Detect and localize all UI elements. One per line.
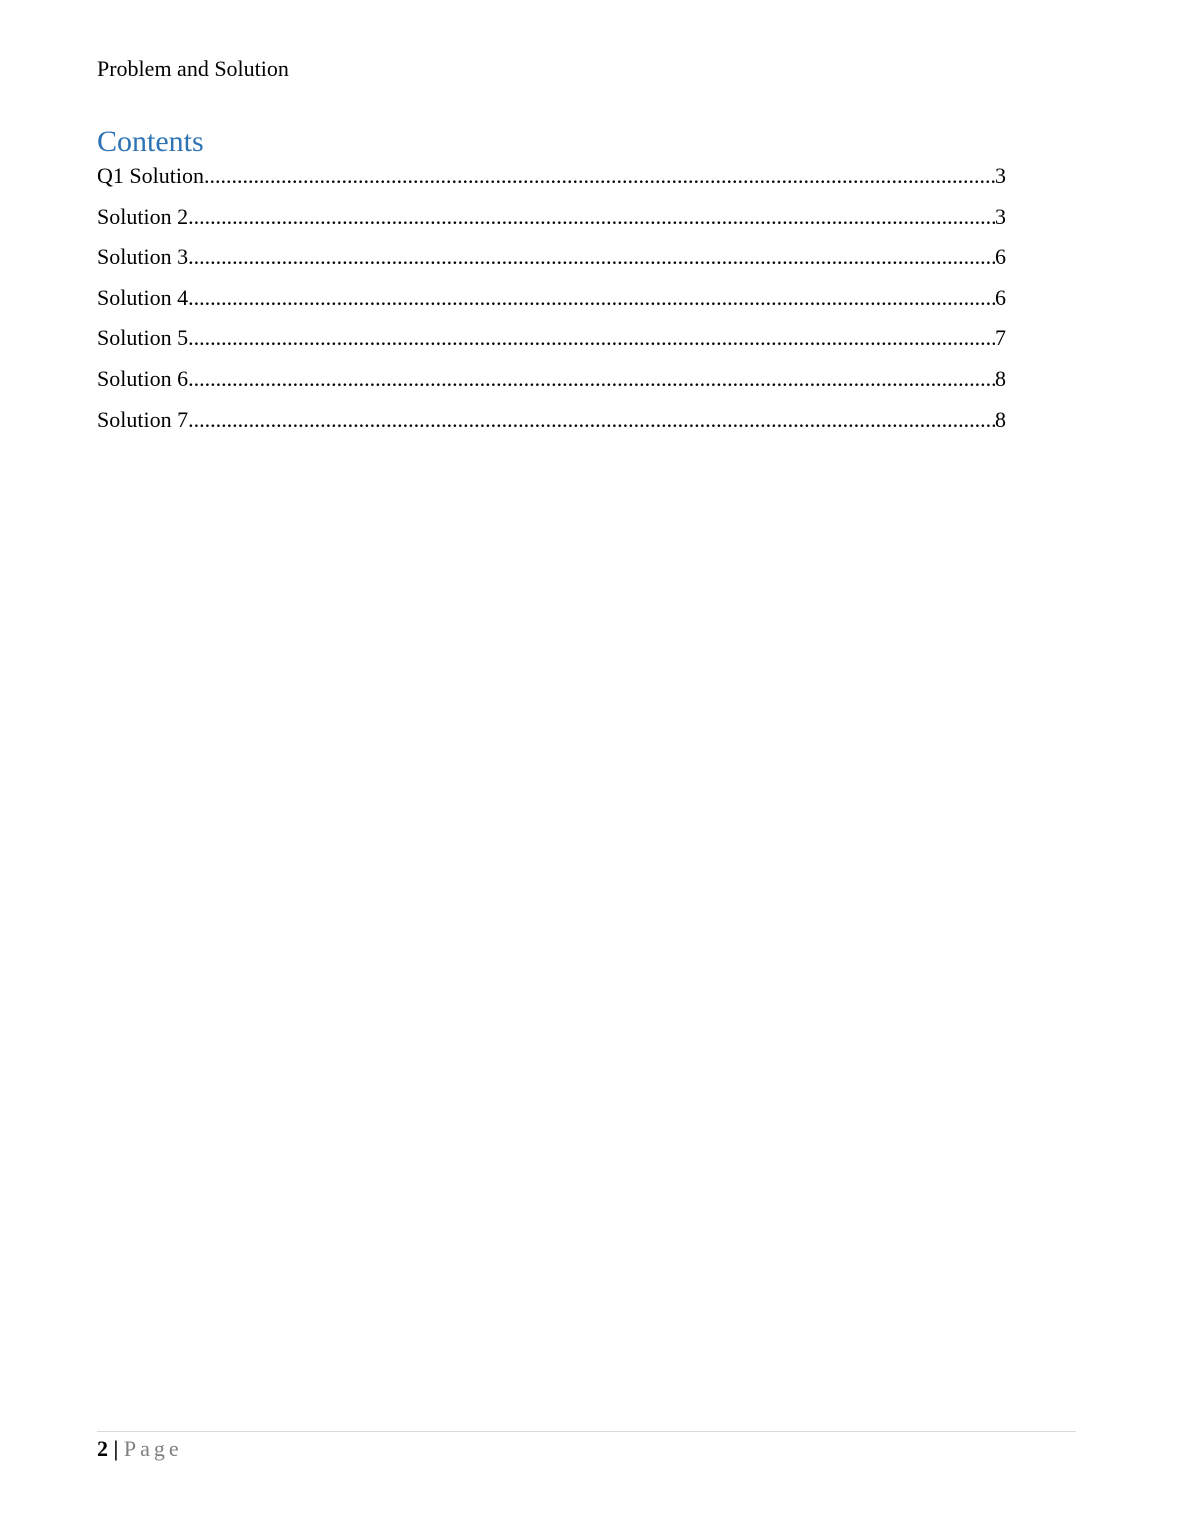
- toc-entry[interactable]: [97, 243, 1006, 284]
- footer-divider: [97, 1431, 1076, 1432]
- toc-heading: Contents: [97, 125, 204, 158]
- toc-dot-leader: [188, 406, 995, 434]
- toc-entry-page: 6: [995, 284, 1006, 310]
- toc-entry-title: Q1 Solution: [97, 163, 204, 188]
- toc-entry-title: Solution 5: [97, 325, 189, 351]
- toc-dot-leader: [188, 324, 995, 352]
- toc-entry-page: 6: [995, 244, 1006, 270]
- toc-dot-leader: [188, 365, 995, 393]
- toc-entry-page: 8: [995, 365, 1006, 391]
- toc-dot-leader: [188, 243, 995, 271]
- toc-entry-page: 3: [995, 163, 1006, 188]
- toc-entry[interactable]: [97, 365, 1006, 406]
- toc-entry-title: Solution 7: [97, 406, 189, 432]
- table-of-contents: [97, 162, 1006, 446]
- toc-entry-page: 3: [995, 203, 1006, 229]
- footer-page-label: Page: [123, 1436, 183, 1461]
- toc-entry-title: Solution 2: [97, 203, 189, 229]
- footer-page-number: 2: [97, 1436, 108, 1461]
- toc-dot-leader: [188, 203, 995, 231]
- document-header: Problem and Solution: [97, 56, 289, 81]
- toc-entry-page: 7: [995, 325, 1006, 351]
- toc-dot-leader: [188, 284, 995, 312]
- page-footer: [97, 1436, 183, 1462]
- toc-entry[interactable]: [97, 162, 1006, 203]
- toc-entry-title: Solution 4: [97, 284, 189, 310]
- toc-entry[interactable]: [97, 203, 1006, 244]
- toc-entry-title: Solution 6: [97, 365, 189, 391]
- toc-entry[interactable]: [97, 284, 1006, 325]
- toc-entry[interactable]: [97, 324, 1006, 365]
- toc-dot-leader: [204, 162, 995, 190]
- toc-entry-title: Solution 3: [97, 244, 189, 270]
- footer-separator: |: [113, 1436, 119, 1461]
- toc-entry-page: 8: [995, 406, 1006, 432]
- toc-entry[interactable]: [97, 406, 1006, 447]
